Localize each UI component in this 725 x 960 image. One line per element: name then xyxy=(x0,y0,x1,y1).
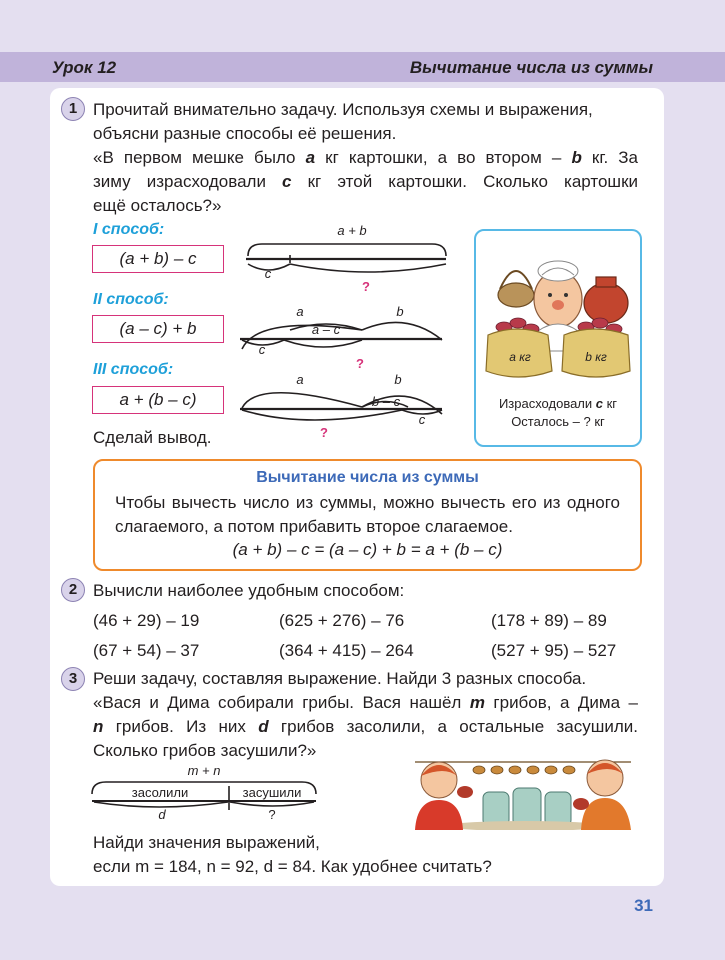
task3-prompt: Реши задачу, составляя выражение. Найди 3 разных способа. xyxy=(93,669,587,688)
lesson-number: Урок 12 xyxy=(52,58,117,77)
task1-problem-line3: ещё осталось?» xyxy=(93,196,222,215)
rule-box xyxy=(93,459,642,571)
picture-caption xyxy=(476,395,640,431)
bag-b-label: b кг xyxy=(585,350,607,364)
task1-intro-line2: объясни разные способы её решения. xyxy=(93,124,397,143)
page-number: 31 xyxy=(634,896,653,915)
task3-problem-line1: «Вася и Дима собирали грибы. Вася нашёл m грибов, а Дима – xyxy=(93,693,638,712)
diagram3-inner-label: b – c xyxy=(371,394,401,409)
scheme-question: ? xyxy=(268,807,276,822)
task3-problem-line3: Сколько грибов засушили?» xyxy=(93,741,317,760)
task2-expression-5: (364 + 415) – 264 xyxy=(279,641,414,660)
method-2-formula: (a – c) + b xyxy=(92,315,224,343)
rule-title: Вычитание числа из суммы xyxy=(256,469,479,486)
task3-find-line1: Найди значения выражений, xyxy=(93,833,320,852)
diagram3-question: ? xyxy=(320,425,328,440)
task3-find-line2: если m = 184, n = 92, d = 84. Как удобнее считать? xyxy=(93,857,492,876)
diagram3-a-label: a xyxy=(296,372,304,387)
task1-intro-line1: Прочитай внимательно задачу. Используя схемы и выражения, xyxy=(93,100,593,119)
task1-problem-line1: «В первом мешке было a кг картошки, а во втором – b кг. За xyxy=(93,148,638,167)
lesson-title: Вычитание числа из суммы xyxy=(409,58,653,77)
rule-text: Чтобы вычесть число из суммы, можно вычесть его из одного слагаемого, а потом прибавить второе слагаемое. xyxy=(115,493,620,536)
diagram2-a-label: a xyxy=(296,304,304,319)
diagram3-right-label: c xyxy=(418,412,426,427)
task-number-1: 1 xyxy=(61,97,85,121)
scheme-d-label: d xyxy=(158,807,166,822)
mushroom-boys-illustration xyxy=(405,748,641,830)
method-1-label: I способ: xyxy=(93,221,165,238)
method-3-label: III способ: xyxy=(93,361,174,378)
caption-line1: Израсходовали c кг xyxy=(498,396,618,411)
caption-line2: Осталось – ? кг xyxy=(511,414,605,429)
task2-expression-3: (178 + 89) – 89 xyxy=(491,611,607,630)
diagram1-brace xyxy=(248,244,446,256)
task2-expression-6: (527 + 95) – 527 xyxy=(491,641,617,660)
task3-scheme xyxy=(88,762,328,824)
scheme-dried-label: засушили xyxy=(242,785,302,800)
task2-prompt: Вычисли наиболее удобным способом: xyxy=(93,581,405,600)
diagram2-inner-label: a – c xyxy=(311,322,341,337)
task2-expression-1: (46 + 29) – 19 xyxy=(93,611,200,630)
diagram2-b-label: b xyxy=(396,304,404,319)
task-number-2: 2 xyxy=(61,578,85,602)
potato-seller-illustration xyxy=(474,229,642,447)
task-number-3: 3 xyxy=(61,667,85,691)
task1-problem-line2: зиму израсходовали c кг этой картошки. Сколько картошки xyxy=(93,172,638,191)
method-3-formula: a + (b – c) xyxy=(92,386,224,414)
task2-expression-2: (625 + 276) – 76 xyxy=(279,611,405,630)
diagram2-question: ? xyxy=(356,356,364,371)
segment-diagrams xyxy=(228,218,468,446)
diagram1-top-label: a + b xyxy=(337,223,367,238)
rule-formula: (a + b) – c = (a – c) + b = a + (b – c) xyxy=(232,540,503,559)
bag-a-label: a кг xyxy=(509,350,531,364)
diagram3-b-label: b xyxy=(394,372,402,387)
task2-expression-4: (67 + 54) – 37 xyxy=(93,641,200,660)
scheme-top-label: m + n xyxy=(187,763,221,778)
method-2-label: II способ: xyxy=(93,291,169,308)
task3-problem-line2: n грибов. Из них d грибов засолили, а остальные засушили. xyxy=(93,717,638,736)
conclusion-text: Сделай вывод. xyxy=(93,428,212,447)
diagram1-question: ? xyxy=(362,279,370,294)
diagram1-left-label: c xyxy=(264,266,272,281)
scheme-salted-label: засолили xyxy=(131,785,189,800)
method-1-formula: (a + b) – c xyxy=(92,245,224,273)
diagram2-left-label: c xyxy=(258,342,266,357)
